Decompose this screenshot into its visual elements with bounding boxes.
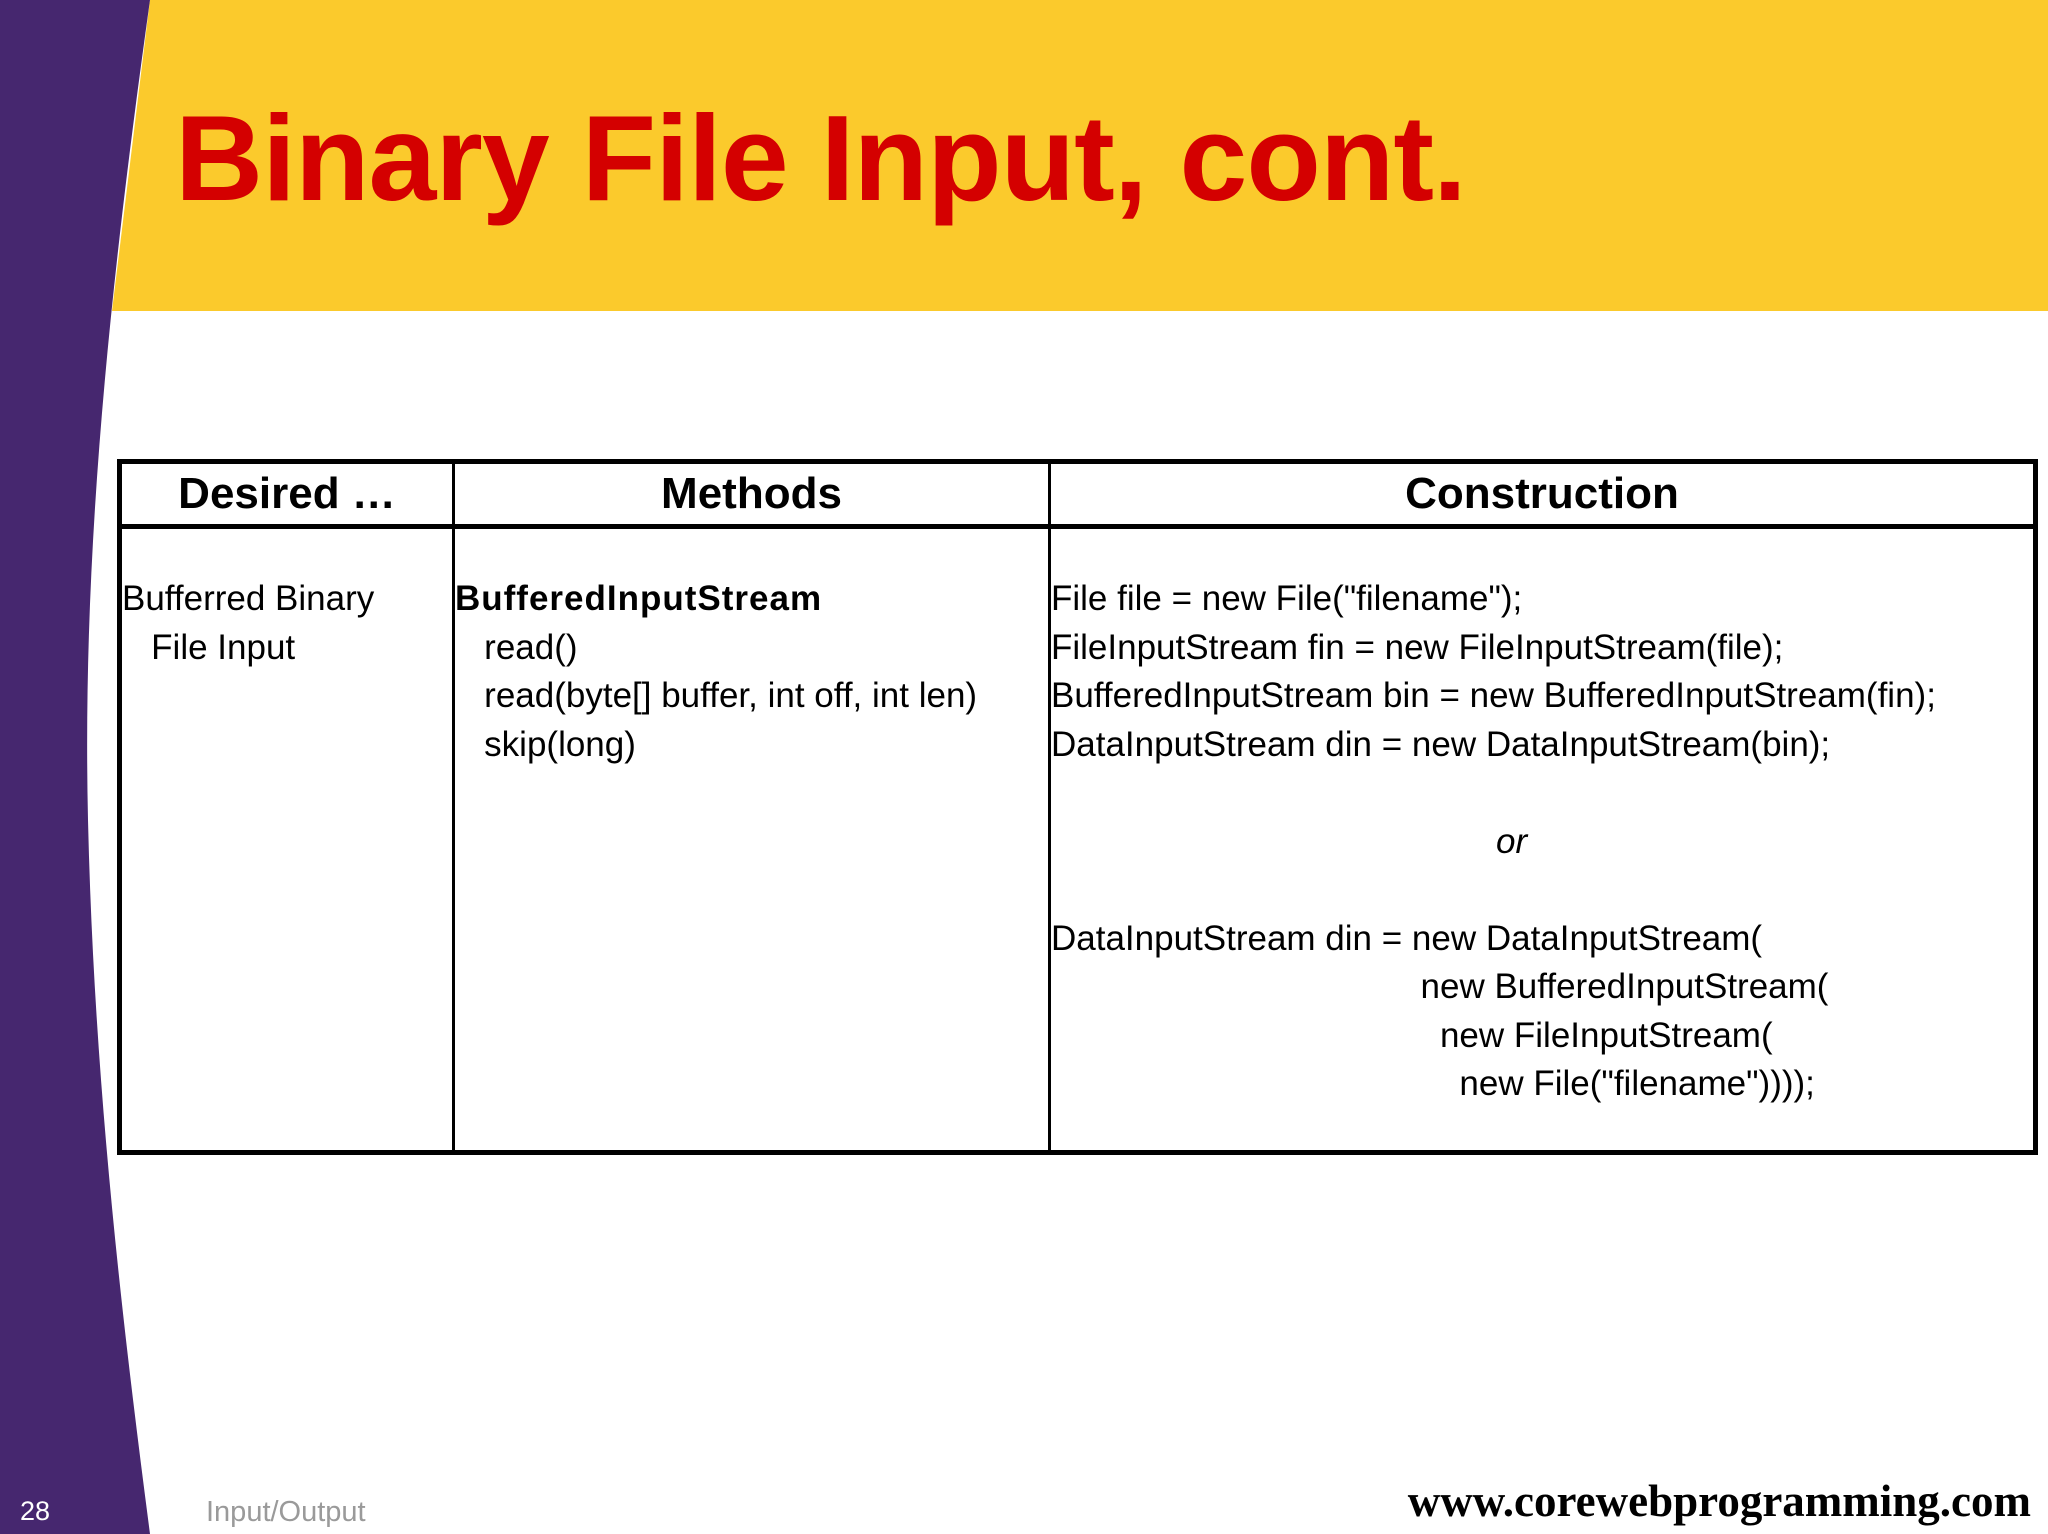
slide-title: Binary File Input, cont. xyxy=(175,90,1466,226)
method-line: read(byte[] buffer, int off, int len) xyxy=(455,676,978,715)
stream-table xyxy=(117,459,2038,1155)
desired-line: File Input xyxy=(122,627,296,667)
construction-line: new BufferedInputStream( xyxy=(1051,967,1829,1006)
construction-line: File file = new File("filename"); xyxy=(1051,579,1523,618)
table-row xyxy=(120,527,2036,1153)
construction-line: FileInputStream fin = new FileInputStream(file); xyxy=(1051,627,1784,667)
construction-line: new FileInputStream( xyxy=(1051,1015,1773,1055)
section-label: Input/Output xyxy=(206,1496,366,1528)
header-desired: Desired … xyxy=(120,462,454,527)
desired-cell xyxy=(120,527,454,1153)
method-line: read() xyxy=(455,627,578,667)
construction-or: or xyxy=(1496,821,1528,861)
table-header-row xyxy=(120,462,2036,527)
page-number: 28 xyxy=(20,1496,51,1526)
line-gap xyxy=(1051,866,2033,915)
header-methods: Methods xyxy=(454,462,1050,527)
method-line: skip(long) xyxy=(455,724,636,764)
methods-cell xyxy=(454,527,1050,1153)
construction-cell xyxy=(1050,527,2036,1153)
construction-line: new File("filename")))); xyxy=(1051,1064,1815,1103)
header-construction: Construction xyxy=(1050,462,2036,527)
website-url: www.corewebprogramming.com xyxy=(1407,1476,2031,1526)
construction-line: DataInputStream din = new DataInputStream(bin); xyxy=(1051,724,1831,764)
methods-class-name: BufferedInputStream xyxy=(455,579,823,618)
desired-line: Bufferred Binary xyxy=(122,579,375,618)
line-gap xyxy=(1051,769,2033,818)
construction-line: BufferedInputStream bin = new BufferedInputStream(fin); xyxy=(1051,676,1936,715)
construction-line: DataInputStream din = new DataInputStream( xyxy=(1051,918,1763,958)
